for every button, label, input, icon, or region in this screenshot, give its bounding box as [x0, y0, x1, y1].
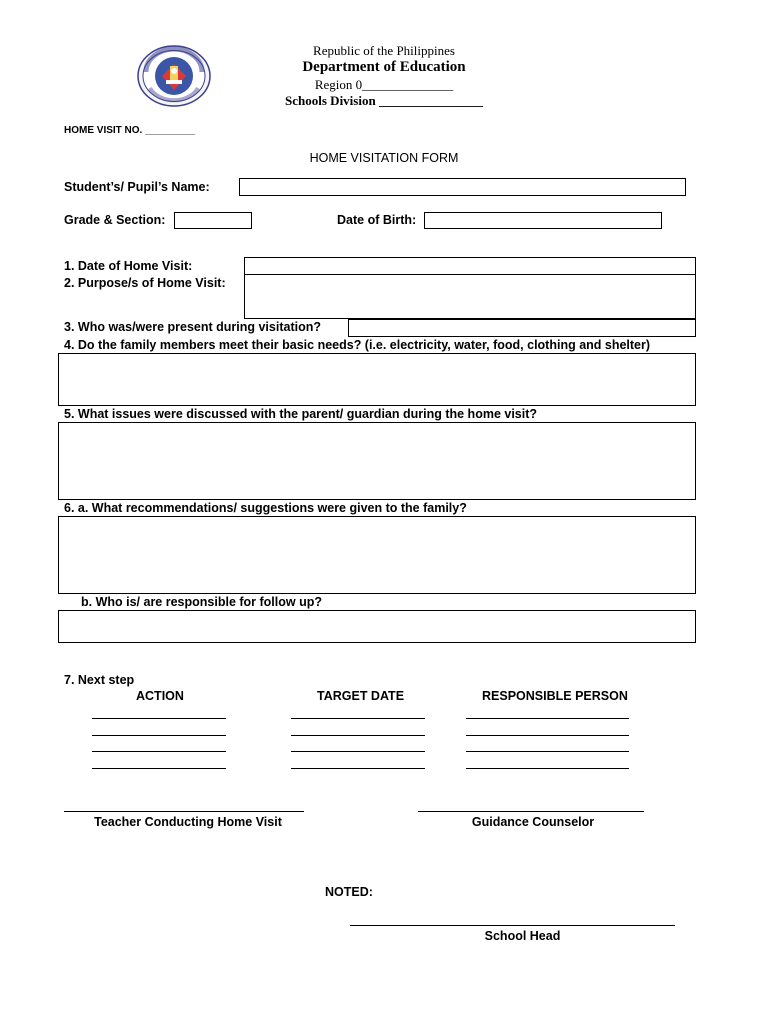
- target-date-line-4[interactable]: [291, 768, 425, 769]
- issues-discussed-field[interactable]: [58, 422, 696, 500]
- noted-label: NOTED:: [325, 885, 373, 899]
- date-of-birth-label: Date of Birth:: [337, 213, 417, 227]
- counselor-signature-label: Guidance Counselor: [471, 815, 595, 829]
- student-name-field[interactable]: [239, 178, 686, 196]
- q6a-label: 6. a. What recommendations/ suggestions were given to the family?: [64, 501, 467, 515]
- target-date-line-2[interactable]: [291, 735, 425, 736]
- q4-label: 4. Do the family members meet their basic needs? (i.e. electricity, water, food, clothing and shelter): [64, 338, 651, 352]
- student-name-label: Student’s/ Pupil’s Name:: [64, 180, 210, 194]
- column-action: ACTION: [136, 689, 184, 703]
- responsible-person-line-2[interactable]: [466, 735, 629, 736]
- school-head-label: School Head: [484, 929, 561, 943]
- teacher-signature-line[interactable]: [64, 811, 304, 812]
- follow-up-responsible-field[interactable]: [58, 610, 696, 643]
- responsible-person-line-3[interactable]: [466, 751, 629, 752]
- teacher-signature-label: Teacher Conducting Home Visit: [94, 815, 282, 829]
- counselor-signature-line[interactable]: [418, 811, 644, 812]
- date-of-birth-field[interactable]: [424, 212, 662, 229]
- q3-label: 3. Who was/were present during visitation?: [64, 320, 321, 334]
- grade-section-field[interactable]: [174, 212, 252, 229]
- responsible-person-line-1[interactable]: [466, 718, 629, 719]
- action-line-3[interactable]: [92, 751, 226, 752]
- grade-section-label: Grade & Section:: [64, 213, 166, 227]
- header-schools-division: Schools Division ________________: [285, 93, 483, 108]
- responsible-person-line-4[interactable]: [466, 768, 629, 769]
- q6b-label: b. Who is/ are responsible for follow up?: [81, 595, 322, 609]
- action-line-1[interactable]: [92, 718, 226, 719]
- column-responsible-person: RESPONSIBLE PERSON: [482, 689, 628, 703]
- q1-label: 1. Date of Home Visit:: [64, 259, 193, 273]
- action-line-4[interactable]: [92, 768, 226, 769]
- q7-label: 7. Next step: [64, 673, 135, 687]
- q2-label: 2. Purpose/s of Home Visit:: [64, 276, 226, 290]
- q5-label: 5. What issues were discussed with the parent/ guardian during the home visit?: [64, 407, 538, 421]
- home-visit-number: HOME VISIT NO. _________: [64, 125, 196, 136]
- target-date-line-1[interactable]: [291, 718, 425, 719]
- school-head-signature-line[interactable]: [350, 925, 675, 926]
- recommendations-field[interactable]: [58, 516, 696, 594]
- header-republic: Republic of the Philippines: [313, 43, 455, 58]
- basic-needs-field[interactable]: [58, 353, 696, 406]
- target-date-line-3[interactable]: [291, 751, 425, 752]
- action-line-2[interactable]: [92, 735, 226, 736]
- column-target-date: TARGET DATE: [317, 689, 405, 703]
- header-department: Department of Education: [302, 59, 466, 75]
- present-during-visit-field[interactable]: [348, 319, 696, 337]
- form-title: HOME VISITATION FORM: [309, 151, 459, 165]
- date-of-home-visit-field[interactable]: [244, 257, 696, 275]
- header-region: Region 0______________: [314, 77, 454, 92]
- purpose-of-visit-field[interactable]: [244, 274, 696, 319]
